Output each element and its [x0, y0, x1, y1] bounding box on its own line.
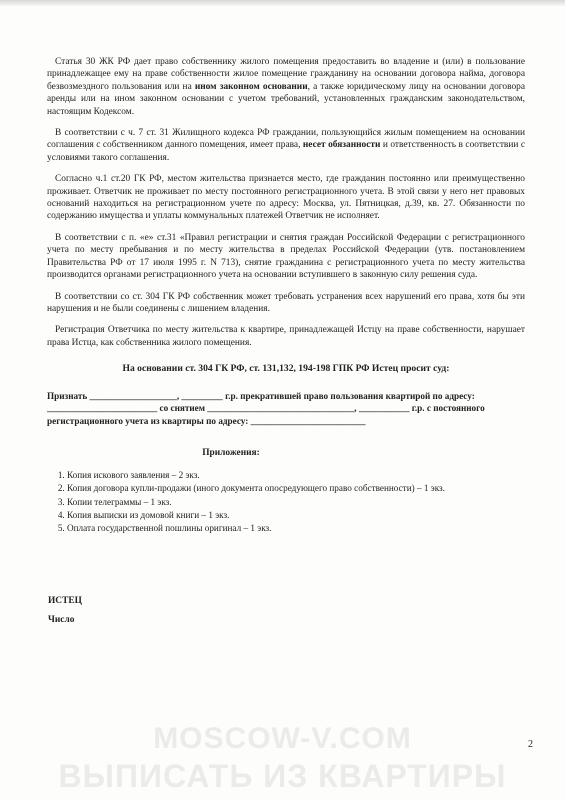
- date-label: Число: [48, 615, 75, 625]
- claims-line-1: Признать ___________________, _________ г.р. прекратившей право пользования квартирой по адресу:: [47, 390, 475, 401]
- list-item: 5. Оплата государственной пошлины оригинал – 1 экз.: [67, 523, 525, 534]
- document-body: [47, 56, 525, 537]
- list-item: 4. Копия выписки из домовой книги – 1 экз.: [67, 510, 525, 521]
- paragraph-art304: В соответствии со ст. 304 ГК РФ собственник может требовать устранения всех нарушений его права, хотя бы эти нарушения и не были соединены с лишением владения.: [47, 291, 525, 314]
- paragraph-art30: [47, 56, 525, 118]
- paragraph-violation: Регистрация Ответчика по месту жительства к квартире, принадлежащей Истцу на праве собственности, нарушает права Истца, как собственника жилого помещения.: [47, 325, 525, 348]
- attachments-title: Приложения:: [202, 448, 260, 459]
- bold-text: ином законном основании: [194, 81, 308, 92]
- claims-line-2: ________________________ со снятием ________________________________, ___________ г.р. с постоянного: [47, 403, 485, 414]
- text: В соответствии с ч. 7 ст. 31 Жилищного кодекса РФ граждании, пользующийся жилым помещением на основании соглашения с собственником данного помещения, имеет права,: [47, 128, 525, 151]
- text: и ответственность в соответствии с условиями такого соглашения.: [47, 140, 526, 163]
- paragraph-art31: [47, 127, 525, 164]
- scan-top-edge: [0, 0, 565, 6]
- paragraph-rules: В соответствии с п. «е» ст.31 «Правил регистрации и снятия граждан Российской Федерации с регистрационного учета по месту пребывания и по месту жительства в пределах Российской Федерации (утв. постановлением Правительства РФ от 17 июля 1995 г. N 713), снятие гражданина с регистрационного учета по месту жительства производится органами регистрационного учета на основании вступившего в законную силу решения суда.: [47, 232, 525, 281]
- paragraph-art20: Согласно ч.1 ст.20 ГК РФ, местом жительства признается место, где гражданин постоянно или преимущественно проживает. Ответчик не проживает по месту постоянного регистрационного учета. В этой связи у него нет правовых оснований находиться на регистрационном учете по адресу: Москва, ул. Пятницкая, д.39, кв. 27. Обязанности по содержанию имущества и уплаты коммунальных платежей Ответчик не исполняет.: [47, 174, 525, 222]
- claims-line-3: регистрационного учета из квартиры по адресу: _________________________: [47, 415, 366, 426]
- claims-heading: На основании ст. 304 ГК РФ, ст. 131,132, 194-198 ГПК РФ Истец просит суд:: [122, 363, 450, 375]
- watermark-line-2: ВЫПИСАТЬ ИЗ КВАРТИРЫ: [58, 758, 507, 794]
- claims-block: [47, 390, 525, 428]
- attachments-list: [47, 470, 525, 535]
- watermark-line-1: MOSCOW-V.COM: [153, 722, 412, 755]
- page-number: 2: [528, 739, 533, 750]
- list-item: 1. Копия искового заявления – 2 экз.: [67, 470, 525, 481]
- list-item: 3. Копии телеграммы – 1 экз.: [67, 497, 525, 508]
- text: , а также юридическому лицу на основании договора аренды или на ином законном основании с учетом требований, установленных гражданским законодательством, настоящим Кодексом.: [47, 81, 525, 117]
- list-item: 2. Копия договора купли-продажи (иного документа опосредующего право собственности) – 1 экз.: [67, 483, 525, 494]
- text: Статья 30 ЖК РФ дает право собственнику жилого помещения предоставить во владение и (или) в пользование принадлежащее ему на праве собственности жилое помещение гражданину на основании договора найма, договора безвозмездного пользования или на: [47, 57, 525, 92]
- bold-text: несет обязанности: [302, 140, 381, 151]
- plaintiff-label: ИСТЕЦ: [48, 596, 82, 606]
